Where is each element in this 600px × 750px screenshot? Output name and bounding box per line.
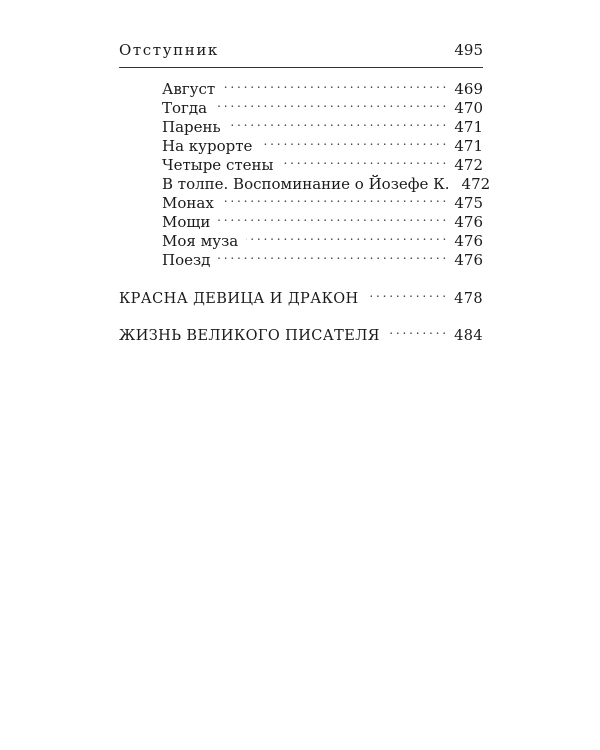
toc-entry-page: 475 (454, 194, 483, 212)
toc-entry (162, 80, 483, 99)
toc-section-entry (119, 289, 483, 309)
toc-entry (162, 232, 483, 251)
toc-entry-title: На курорте (162, 137, 253, 155)
dot-leader (223, 80, 446, 94)
toc-section-title: ЖИЗНЬ ВЕЛИКОГО ПИСАТЕЛЯ (119, 328, 380, 344)
dot-leader (281, 156, 446, 170)
running-title: Отступник (119, 41, 219, 59)
toc-entry-page: 476 (454, 232, 483, 250)
toc-entry-title: Мощи (162, 213, 211, 231)
toc-entry-page: 471 (454, 118, 483, 136)
dot-leader (246, 232, 446, 246)
dot-leader (388, 326, 446, 340)
toc-entry-title: Монах (162, 194, 214, 212)
dot-leader (215, 99, 446, 113)
toc-entry-title: Август (162, 80, 216, 98)
toc-section-title: КРАСНА ДЕВИЦА И ДРАКОН (119, 291, 359, 307)
toc-entry-title: Моя муза (162, 232, 239, 250)
toc-entry-title: Четыре стены (162, 156, 274, 174)
dot-leader (367, 289, 447, 303)
toc-section-page: 478 (454, 291, 483, 307)
toc-entry-page: 469 (454, 80, 483, 98)
toc-entry (162, 175, 491, 194)
toc-entry (162, 194, 483, 213)
toc-entry (162, 156, 483, 175)
toc-entry (162, 118, 483, 137)
toc-entry (162, 137, 483, 156)
toc-entry-page: 470 (454, 99, 483, 117)
toc-entry-title: Поезд (162, 251, 211, 269)
toc-entry-page: 471 (454, 137, 483, 155)
toc-entry-title: Парень (162, 118, 221, 136)
dot-leader (222, 194, 447, 208)
toc-section-page: 484 (454, 328, 483, 344)
toc-entry-page: 476 (454, 251, 483, 269)
toc-entry-title: В толпе. Воспоминание о Йозефе К. (162, 175, 450, 193)
dot-leader (229, 118, 447, 132)
toc-entry-page: 472 (461, 175, 491, 193)
page-header (119, 40, 483, 68)
toc-entry-page: 472 (454, 156, 483, 174)
toc-entry (162, 213, 483, 232)
dot-leader (218, 251, 446, 265)
header-rule (119, 67, 483, 68)
toc-entry-page: 476 (454, 213, 483, 231)
toc-section-entry (119, 326, 483, 346)
toc-entry (162, 251, 483, 270)
dot-leader (260, 137, 446, 151)
dot-leader (218, 213, 446, 227)
page-number: 495 (454, 41, 483, 59)
toc-entry-title: Тогда (162, 99, 208, 117)
toc-entry (162, 99, 483, 118)
